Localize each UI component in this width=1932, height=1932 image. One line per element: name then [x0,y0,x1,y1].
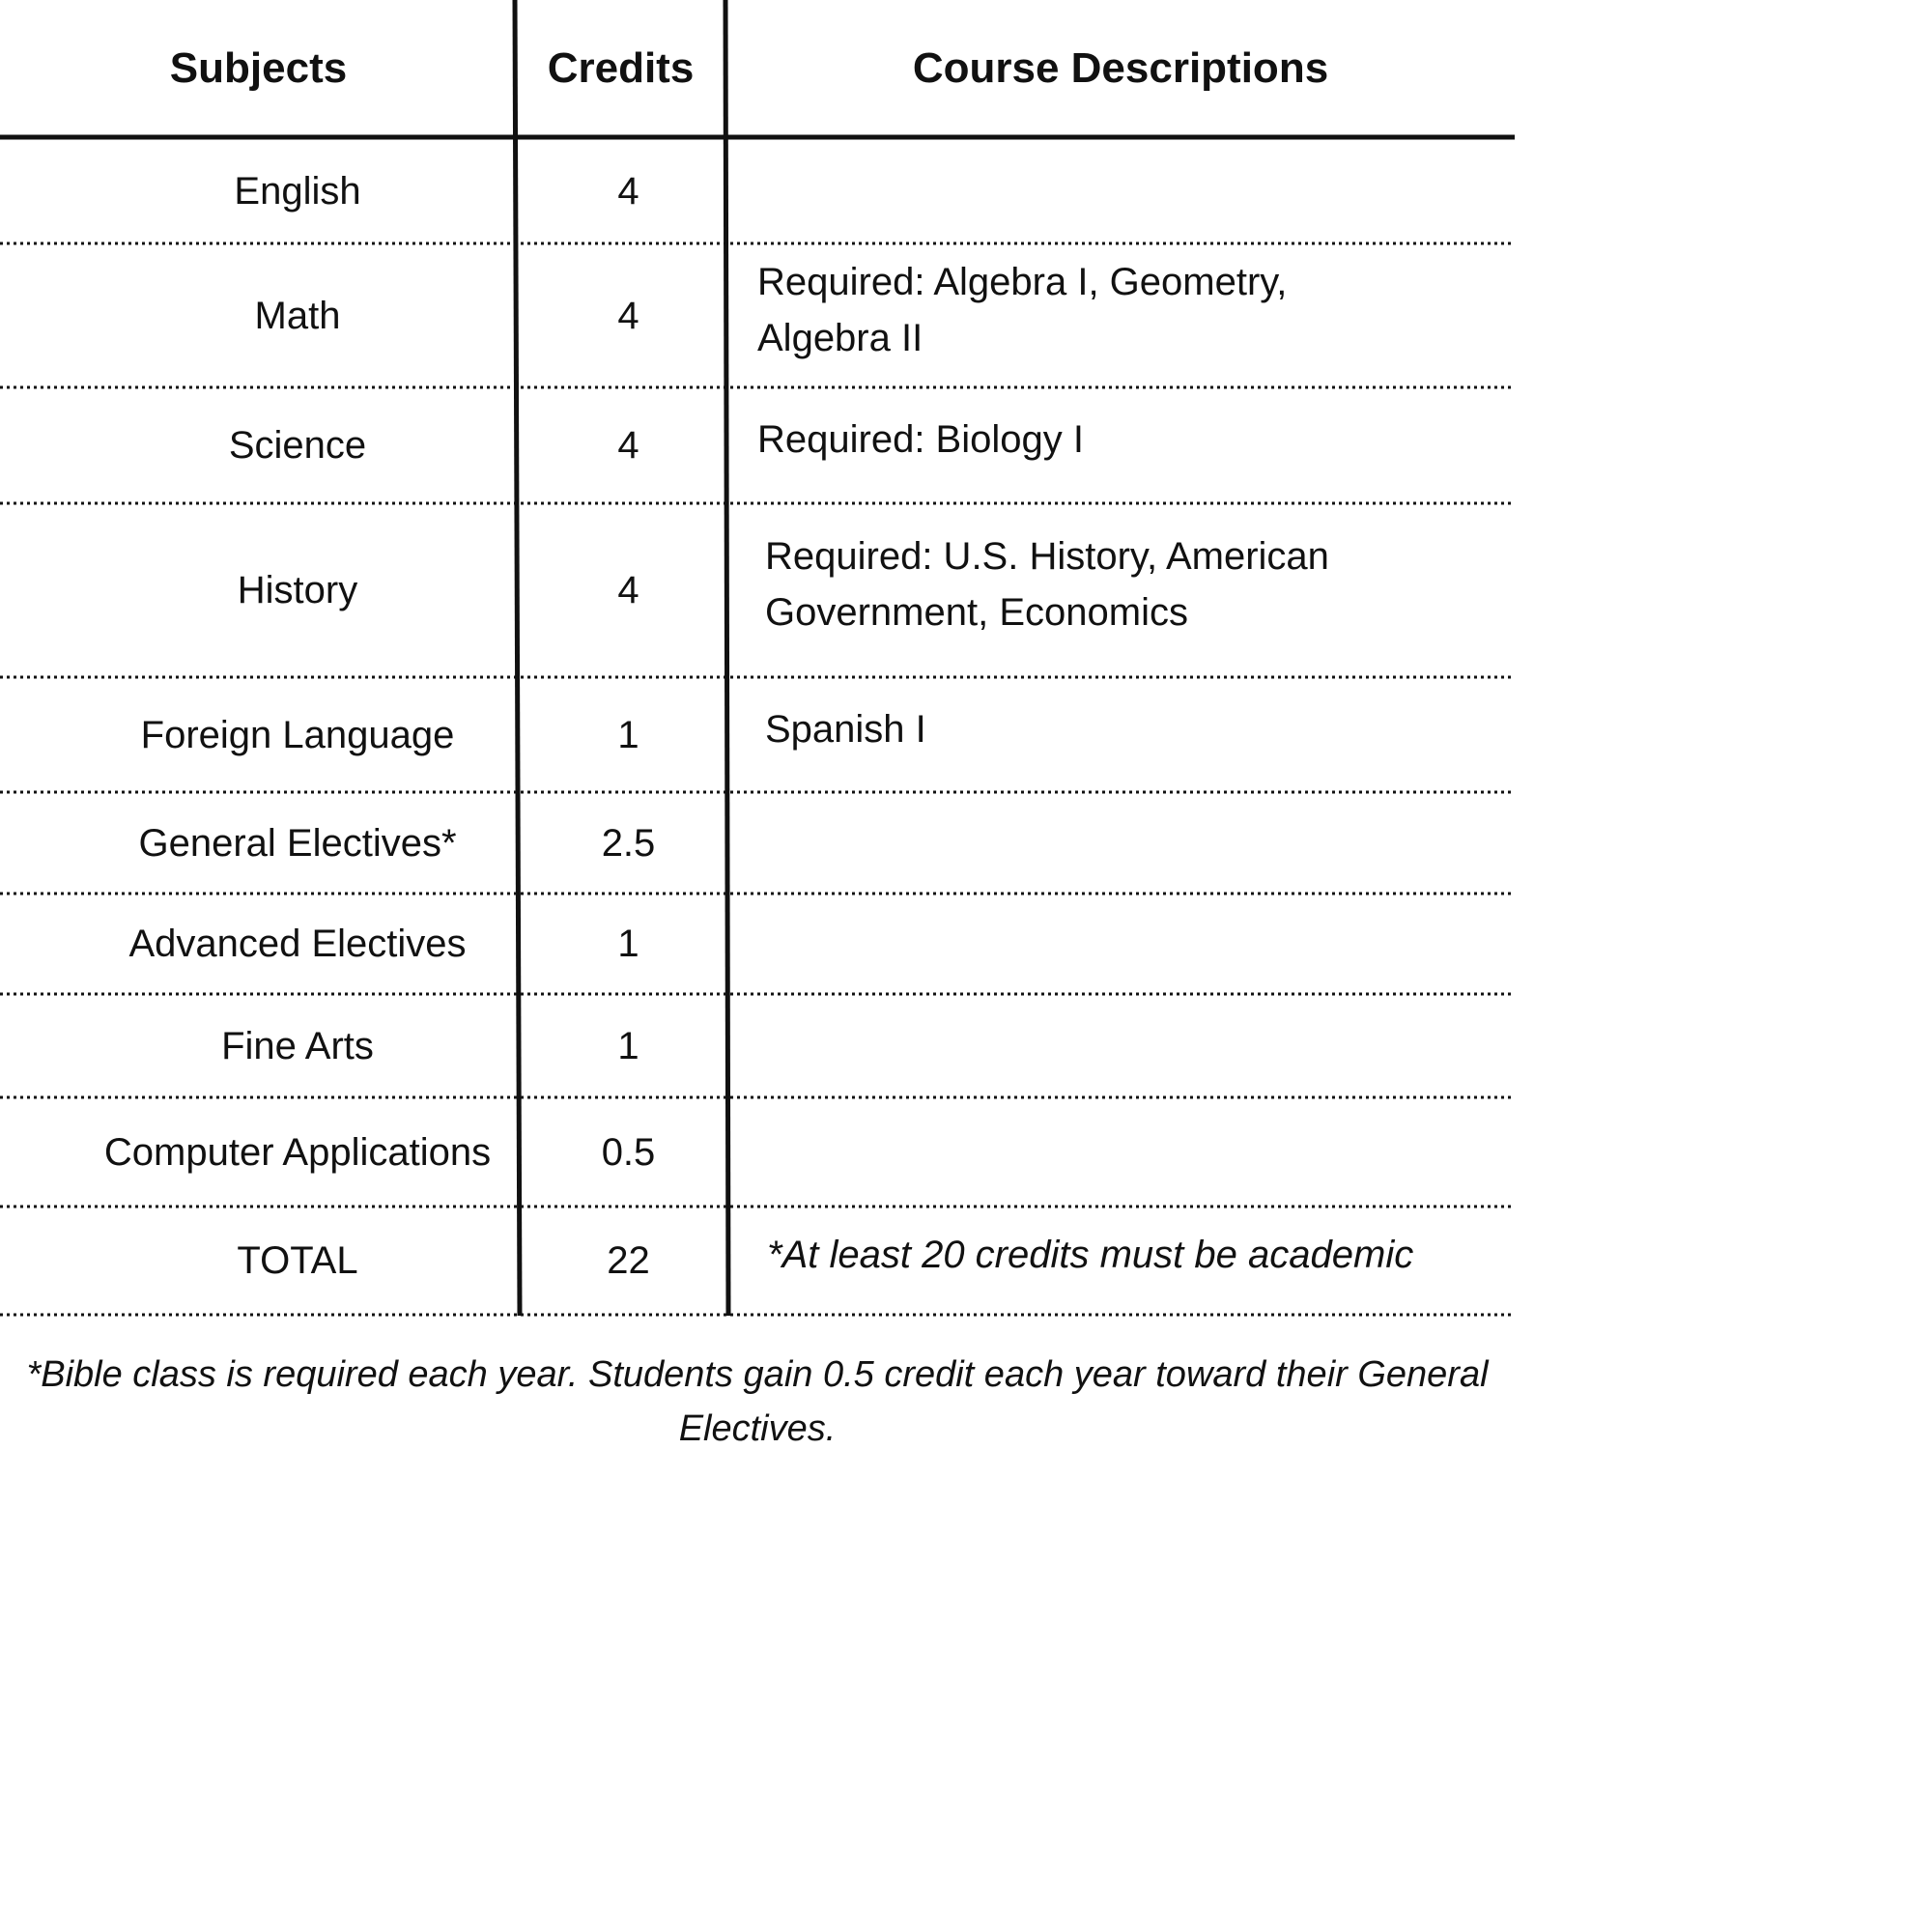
subject-cell: TOTAL [237,1239,358,1282]
subject-cell: English [234,169,361,213]
credits-cell: 4 [617,169,639,213]
description-cell: Required: Biology I [757,418,1084,461]
subject-cell: Computer Applications [103,1130,492,1174]
description-cell: *At least 20 credits must be academic [767,1234,1414,1276]
credits-cell: 4 [617,569,639,611]
description-cell [765,1092,1383,1201]
subject-cell: General Electives* [138,821,457,865]
credits-cell: 4 [617,424,639,467]
header-credits: Credits [547,44,695,92]
description-cell [765,888,1383,988]
description-cell: Spanish I [765,707,926,751]
credits-cell: 4 [617,294,639,337]
credits-cell: 22 [607,1239,650,1282]
credits-cell: 1 [617,923,639,965]
header-subjects: Subjects [169,44,348,92]
subject-cell: Advanced Electives [128,923,467,965]
header-course-descriptions: Course Descriptions [912,44,1329,92]
credits-cell: 1 [617,1024,639,1067]
subject-cell: History [237,569,358,611]
credits-cell: 0.5 [601,1130,656,1174]
description-cell: Required: U.S. History, American Government, Economics [765,535,1329,634]
subject-cell: Fine Arts [221,1024,374,1067]
description-cell [765,786,1383,888]
description-cell [757,132,1376,238]
subject-cell: Foreign Language [140,713,455,756]
credits-cell: 2.5 [601,821,656,865]
credits-cell: 1 [617,713,639,756]
subject-cell: Science [228,424,367,467]
description-cell: Required: Algebra I, Geometry, Algebra II [757,260,1288,359]
description-cell [765,988,1383,1092]
footnote: *Bible class is required each year. Students gain 0.5 credit each year toward their General Electives. [26,1354,1489,1449]
subject-cell: Math [254,294,341,337]
